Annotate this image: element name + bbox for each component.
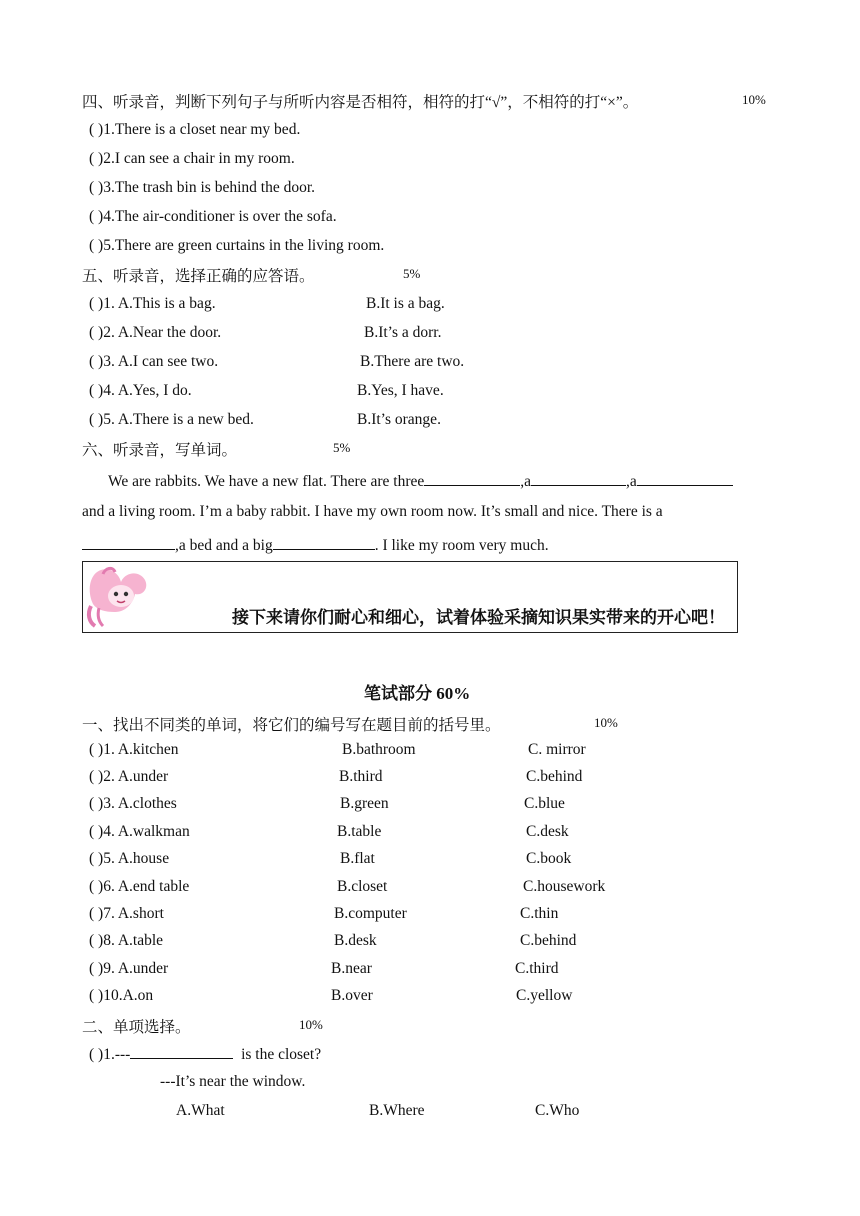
option-b: B.third	[339, 768, 383, 785]
question-stem: ( )5. A.house	[89, 850, 170, 867]
question-stem: ( )4. A.Yes, I do.	[89, 382, 192, 399]
list-item: ( )5.There are green curtains in the living room.	[89, 237, 385, 254]
written-part-title: 笔试部分 60%	[364, 684, 471, 703]
section5-heading: 五、听录音，选择正确的应答语。	[82, 268, 315, 285]
option-c: C.behind	[520, 932, 577, 949]
option-b: B.bathroom	[342, 741, 416, 758]
option-b: B.table	[337, 823, 382, 840]
encouragement-banner	[82, 561, 738, 633]
option-b: B.Where	[369, 1102, 425, 1119]
question-stem: ( )6. A.end table	[89, 878, 190, 895]
option-b: B.green	[340, 795, 389, 812]
answer-blank[interactable]	[637, 471, 733, 486]
option-c: C.blue	[524, 795, 565, 812]
section6-heading: 六、听录音，写单词。	[82, 442, 238, 459]
question-stem: ( )1. A.kitchen	[89, 741, 179, 758]
question-stem: ( )10.A.on	[89, 987, 154, 1004]
answer-blank[interactable]	[531, 471, 626, 486]
banner-text: 接下来请你们耐心和细心，试着体验采摘知识果实带来的开心吧！	[232, 608, 725, 628]
question-stem: ( )1. A.This is a bag.	[89, 295, 216, 312]
passage-line-3: ,a bed and a big . I like my room very much.	[82, 535, 549, 555]
passage-line-1: We are rabbits. We have a new flat. There are three ,a ,a	[108, 471, 733, 491]
option-b: B.closet	[337, 878, 388, 895]
question-stem: ( )3. A.clothes	[89, 795, 177, 812]
list-item: ( )2.I can see a chair in my room.	[89, 150, 295, 167]
option-b: B.over	[331, 987, 373, 1004]
section4-score: 10%	[742, 92, 766, 107]
question-stem: ( )2. A.Near the door.	[89, 324, 222, 341]
option-c: C.Who	[535, 1102, 580, 1119]
answer-line: ---It’s near the window.	[160, 1073, 306, 1090]
question-stem: ( )5. A.There is a new bed.	[89, 411, 254, 428]
option-a: A.What	[176, 1102, 225, 1119]
answer-blank[interactable]	[130, 1044, 233, 1059]
option-c: C.thin	[520, 905, 559, 922]
answer-blank[interactable]	[82, 535, 175, 550]
option-b: B.computer	[334, 905, 407, 922]
option-c: C. mirror	[528, 741, 586, 758]
option-b: B.There are two.	[360, 353, 465, 370]
question-stem: ( )3. A.I can see two.	[89, 353, 219, 370]
option-b: B.flat	[340, 850, 375, 867]
option-b: B.It’s orange.	[357, 411, 441, 428]
option-b: B.desk	[334, 932, 377, 949]
option-b: B.It’s a dorr.	[364, 324, 442, 341]
option-c: C.behind	[526, 768, 583, 785]
answer-blank[interactable]	[273, 535, 375, 550]
question-stem: ( )1.--- is the closet?	[89, 1046, 322, 1063]
list-item: ( )1.There is a closet near my bed.	[89, 121, 301, 138]
written2-heading: 二、单项选择。	[82, 1019, 191, 1036]
option-c: C.yellow	[516, 987, 573, 1004]
list-item: ( )4.The air-conditioner is over the sofa.	[89, 208, 337, 225]
option-b: B.Yes, I have.	[357, 382, 444, 399]
rabbit-girl-icon	[85, 564, 151, 628]
question-stem: ( )8. A.table	[89, 932, 164, 949]
question-stem: ( )2. A.under	[89, 768, 169, 785]
answer-blank[interactable]	[424, 471, 520, 486]
written1-score: 10%	[594, 715, 618, 730]
section4-heading: 四、听录音，判断下列句子与所听内容是否相符，相符的打“√”，不相符的打“×”。	[82, 94, 639, 111]
option-b: B.It is a bag.	[366, 295, 445, 312]
option-c: C.third	[515, 960, 559, 977]
section6-score: 5%	[333, 440, 351, 455]
option-c: C.housework	[523, 878, 606, 895]
option-c: C.desk	[526, 823, 569, 840]
passage-line-2: and a living room. I’m a baby rabbit. I have my own room now. It’s small and nice. There is a	[82, 503, 663, 520]
written2-score: 10%	[299, 1017, 323, 1032]
section5-score: 5%	[403, 266, 421, 281]
question-stem: ( )7. A.short	[89, 905, 164, 922]
list-item: ( )3.The trash bin is behind the door.	[89, 179, 315, 196]
question-stem: ( )9. A.under	[89, 960, 169, 977]
written1-heading: 一、找出不同类的单词，将它们的编号写在题目前的括号里。	[82, 717, 501, 734]
option-c: C.book	[526, 850, 572, 867]
question-stem: ( )4. A.walkman	[89, 823, 190, 840]
option-b: B.near	[331, 960, 372, 977]
